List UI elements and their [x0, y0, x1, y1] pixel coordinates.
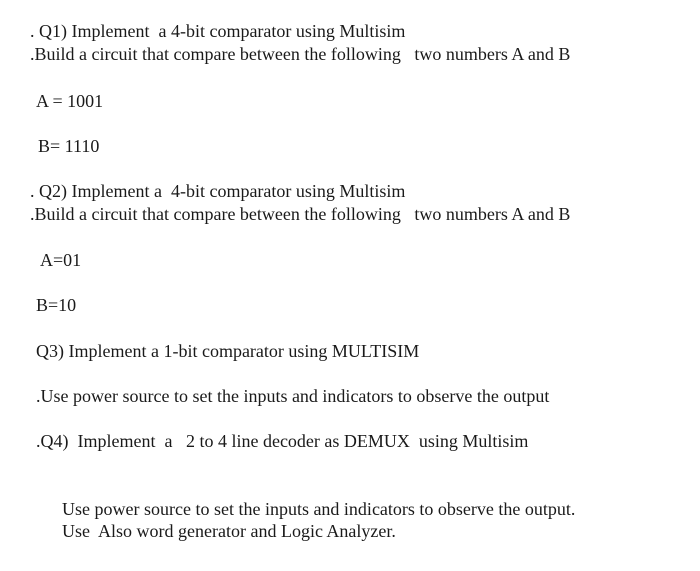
- q1-a-value: A = 1001: [36, 91, 104, 111]
- q2-a-value: A=01: [40, 250, 82, 270]
- q2-title: . Q2) Implement a 4-bit comparator using Multisim: [30, 181, 406, 201]
- q1-title: . Q1) Implement a 4-bit comparator using Multisim: [30, 21, 406, 41]
- q4-instruction-2: Use Also word generator and Logic Analyzer.: [62, 521, 396, 541]
- q1-b-value: B= 1110: [38, 136, 100, 156]
- q3-instruction: .Use power source to set the inputs and indicators to observe the output: [36, 386, 550, 406]
- q1-instruction: .Build a circuit that compare between the following two numbers A and B: [30, 44, 571, 64]
- q3-title: Q3) Implement a 1-bit comparator using MULTISIM: [36, 341, 420, 361]
- q2-b-value: B=10: [36, 295, 77, 315]
- q4-instruction-1: Use power source to set the inputs and indicators to observe the output.: [62, 499, 576, 519]
- q2-instruction: .Build a circuit that compare between the following two numbers A and B: [30, 204, 571, 224]
- q4-title: .Q4) Implement a 2 to 4 line decoder as DEMUX using Multisim: [36, 431, 529, 451]
